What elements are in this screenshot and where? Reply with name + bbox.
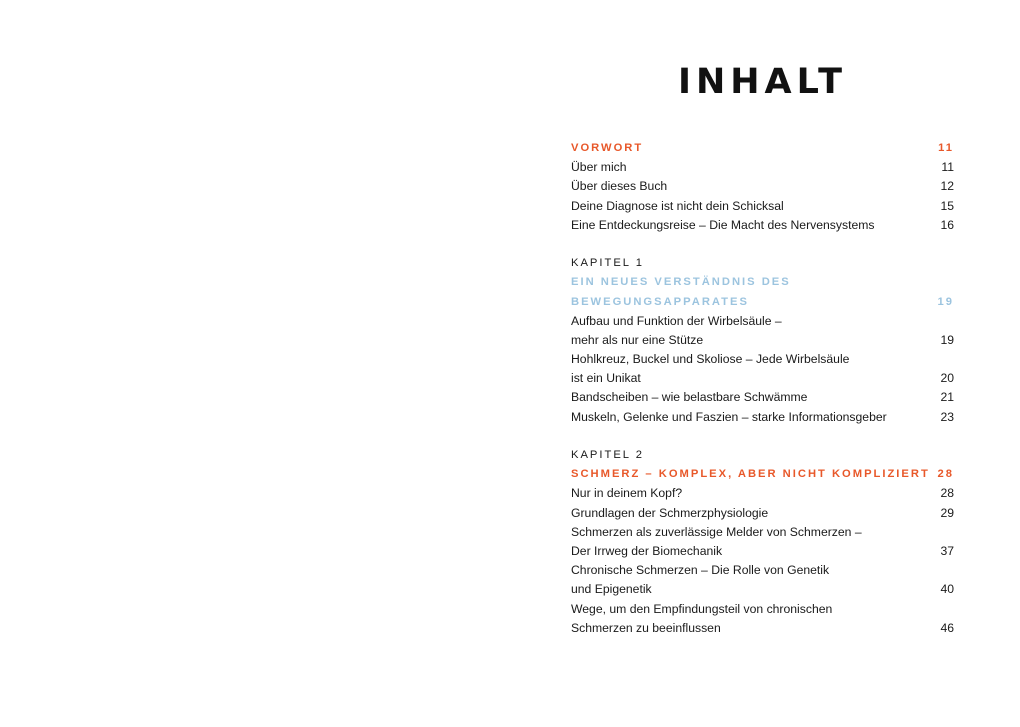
toc-heading-page: 11 — [938, 142, 954, 154]
toc-entry-line2[interactable] — [571, 580, 954, 599]
toc-entry[interactable] — [571, 177, 954, 196]
toc-heading-page: 28 — [937, 468, 954, 481]
toc-entry-line1[interactable] — [571, 600, 954, 619]
table-of-contents — [571, 139, 954, 638]
chapter-label-2 — [571, 446, 954, 465]
section-gap — [571, 427, 954, 446]
toc-entry-label: Muskeln, Gelenke und Faszien – starke Informationsgeber — [571, 409, 887, 424]
toc-entry-label: Über dieses Buch — [571, 179, 668, 194]
toc-entry-page: 11 — [941, 160, 954, 175]
toc-entry-label: Eine Entdeckungsreise – Die Macht des Nervensystems — [571, 217, 875, 232]
toc-entry-line1[interactable] — [571, 350, 954, 369]
chapter-label-text: KAPITEL 2 — [571, 449, 644, 461]
toc-entry[interactable] — [571, 216, 954, 235]
toc-entry-label: Deine Diagnose ist nicht dein Schicksal — [571, 198, 784, 213]
toc-entry-line2[interactable] — [571, 369, 954, 388]
toc-heading-kapitel2[interactable] — [571, 465, 954, 484]
toc-entry-page: 21 — [940, 390, 954, 405]
toc-entry[interactable] — [571, 484, 954, 503]
toc-entry-label: Grundlagen der Schmerzphysiologie — [571, 505, 769, 520]
toc-entry-line1[interactable] — [571, 561, 954, 580]
toc-entry-page: 12 — [940, 179, 954, 194]
toc-entry-label: Nur in deinem Kopf? — [571, 486, 683, 501]
toc-heading-kapitel1-line2[interactable] — [571, 293, 954, 312]
toc-entry[interactable] — [571, 504, 954, 523]
toc-entry-label: Schmerzen als zuverlässige Melder von Schmerzen – — [571, 524, 862, 539]
toc-entry-label: ist ein Unikat — [571, 371, 641, 386]
toc-entry-label: Über mich — [571, 160, 627, 175]
toc-entry[interactable] — [571, 158, 954, 177]
page-title: INHALT — [677, 62, 848, 102]
toc-entry-label: Wege, um den Empfindungsteil von chronischen — [571, 601, 833, 616]
toc-entry-label: mehr als nur eine Stütze — [571, 332, 704, 347]
toc-entry-page: 20 — [940, 371, 954, 386]
toc-entry-page: 28 — [940, 486, 954, 501]
toc-entry-line2[interactable] — [571, 331, 954, 350]
toc-entry-label: Chronische Schmerzen – Die Rolle von Genetik — [571, 563, 830, 578]
toc-entry-page: 16 — [940, 217, 954, 232]
toc-entry-label: Der Irrweg der Biomechanik — [571, 543, 723, 558]
toc-entry-line1[interactable] — [571, 523, 954, 542]
toc-heading-label: SCHMERZ – KOMPLEX, ABER NICHT KOMPLIZIERT — [571, 468, 930, 481]
chapter-label-text: KAPITEL 1 — [571, 257, 644, 270]
toc-heading-label: EIN NEUES VERSTÄNDNIS DES — [571, 276, 791, 289]
toc-heading-label: VORWORT — [571, 142, 644, 154]
toc-heading-vorwort[interactable] — [571, 139, 954, 158]
toc-entry-page: 46 — [940, 620, 954, 635]
toc-entry-line2[interactable] — [571, 619, 954, 638]
section-gap — [571, 235, 954, 254]
toc-entry-page: 37 — [940, 543, 954, 558]
toc-entry-page: 19 — [940, 332, 954, 347]
toc-entry-label: Schmerzen zu beeinflussen — [571, 620, 721, 635]
toc-entry-label: Bandscheiben – wie belastbare Schwämme — [571, 390, 808, 405]
toc-entry-line2[interactable] — [571, 542, 954, 561]
toc-entry-page: 23 — [940, 409, 954, 424]
toc-heading-label: BEWEGUNGSAPPARATES — [571, 295, 749, 308]
toc-entry-label: und Epigenetik — [571, 582, 652, 597]
toc-entry-line1[interactable] — [571, 312, 954, 331]
toc-entry[interactable] — [571, 197, 954, 216]
toc-heading-kapitel1-line1[interactable] — [571, 273, 954, 292]
toc-entry-label: Hohlkreuz, Buckel und Skoliose – Jede Wirbelsäule — [571, 352, 850, 367]
toc-heading-page: 19 — [937, 295, 954, 308]
chapter-label-1 — [571, 254, 954, 273]
toc-entry-page: 15 — [940, 198, 954, 213]
toc-entry-page: 40 — [940, 582, 954, 597]
toc-entry[interactable] — [571, 388, 954, 407]
toc-entry-page: 29 — [940, 505, 954, 520]
toc-entry[interactable] — [571, 408, 954, 427]
toc-entry-label: Aufbau und Funktion der Wirbelsäule – — [571, 313, 782, 328]
